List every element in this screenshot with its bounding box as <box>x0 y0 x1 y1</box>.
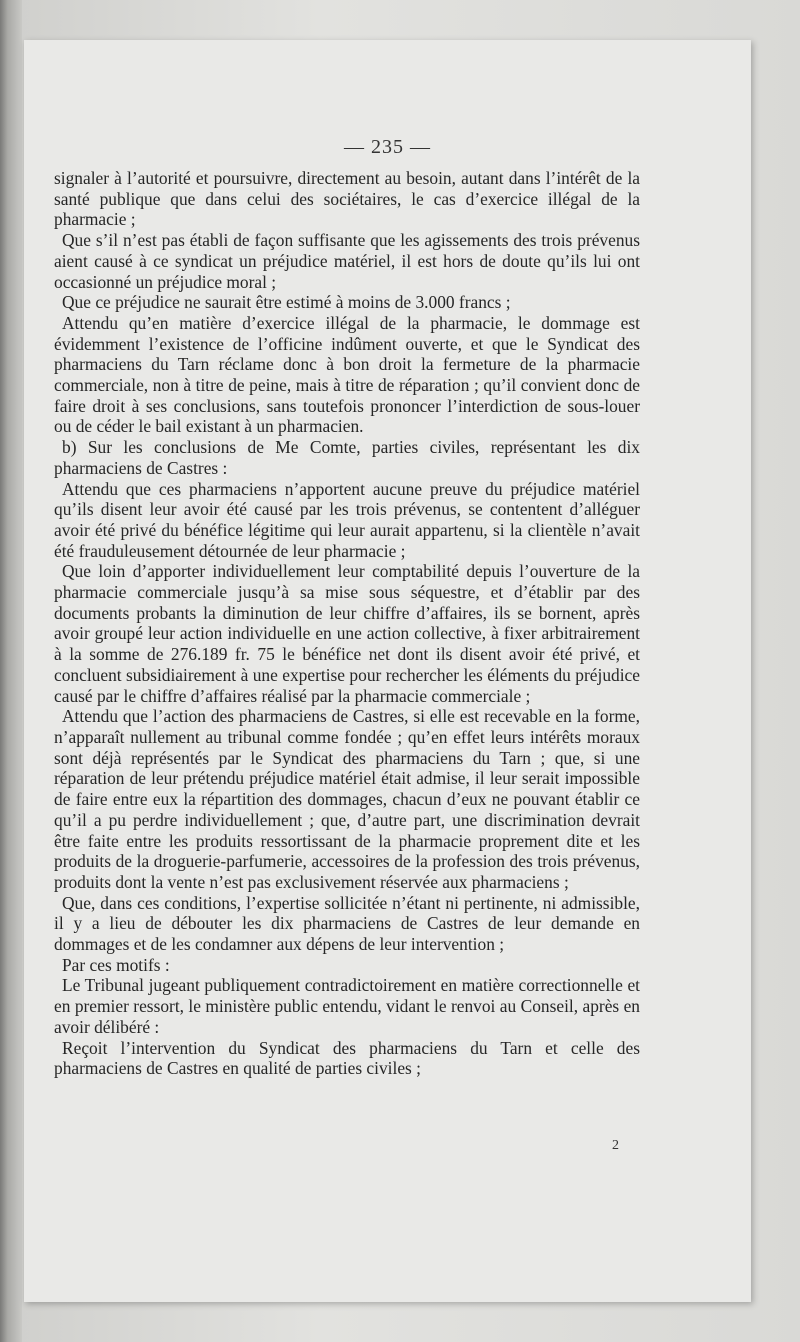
paragraph: signaler à l’autorité et poursuivre, directement au besoin, autant dans l’intérêt de la santé publique que dans celui des sociétaires, le cas d’exercice illégal de la pharmacie ; <box>54 168 640 230</box>
body-text <box>54 168 640 1079</box>
paragraph: Que, dans ces conditions, l’expertise sollicitée n’étant ni pertinente, ni admissible, il y a lieu de débouter les dix pharmaciens de Castres de leur demande en dommages et de les condamner aux dépens de leur intervention ; <box>54 892 640 955</box>
document-page <box>24 40 751 1302</box>
paragraph: Que loin d’apporter individuellement leur comptabilité depuis l’ouverture de la pharmacie commerciale jusqu’à sa mise sous séquestre, et d’établir par des documents probants la diminution de leur chiffre d’affaires, ils se bornent, après avoir groupé leur action individuelle en une action collective, à fixer arbitrairement à la somme de 276.189 fr. 75 le bénéfice net dont ils disent avoir été privé, et concluent subsidiairement à une expertise pour rechercher les éléments du préjudice causé par le chiffre d’affaires réalisé par la pharmacie commerciale ; <box>54 561 640 706</box>
paragraph: Attendu que ces pharmaciens n’apportent aucune preuve du préjudice matériel qu’ils disent leur avoir été causé par les trois prévenus, se contentent d’alléguer avoir été privé du bénéfice légitime qui leur aurait appartenu, si la clientèle n’avait été frauduleusement détournée de leur pharmacie ; <box>54 478 640 561</box>
paragraph: Par ces motifs : <box>62 954 170 975</box>
page-number: — 235 — <box>344 136 431 158</box>
paragraph: Que s’il n’est pas établi de façon suffisante que les agissements des trois prévenus aient causé à ce syndicat un préjudice matériel, il est hors de doute qu’ils lui ont occasionné un préjudice moral ; <box>54 230 640 292</box>
paragraph: Que ce préjudice ne saurait être estimé à moins de 3.000 francs ; <box>62 292 511 313</box>
paragraph: Attendu que l’action des pharmaciens de Castres, si elle est recevable en la forme, n’apparaît nullement au tribunal comme fondée ; qu’en effet leurs intérêts moraux sont déjà représentés par le Syndicat des pharmaciens du Tarn ; que, si une réparation de leur prétendu préjudice matériel était admise, il leur serait impossible de faire entre eux la répartition des dommages, chacun d’eux ne pouvant établir ce qu’il a pu perdre individuellement ; que, d’autre part, une discrimination devrait être faite entre les produits ressortissant de la pharmacie proprement dite et les produits de la droguerie-parfumerie, accessoires de la profession des trois prévenus, produits dont la vente n’est pas exclusivement réservée aux pharmaciens ; <box>54 706 640 892</box>
paragraph: Attendu qu’en matière d’exercice illégal de la pharmacie, le dommage est évidemment l’existence de l’officine indûment ouverte, et que le Syndicat des pharmaciens du Tarn réclame donc à bon droit la fermeture de la pharmacie commerciale, non à titre de peine, mais à titre de réparation ; qu’il convient donc de faire droit à ses conclusions, sans toutefois prononcer l’interdiction de sous-louer ou de céder le bail existant à un pharmacien. <box>54 312 640 437</box>
paragraph: b) Sur les conclusions de Me Comte, parties civiles, représentant les dix pharmaciens de Castres : <box>54 437 640 478</box>
paragraph: Reçoit l’intervention du Syndicat des pharmaciens du Tarn et celle des pharmaciens de Castres en qualité de parties civiles ; <box>54 1037 640 1079</box>
book-spine-edge <box>0 0 22 1342</box>
paragraph: Le Tribunal jugeant publiquement contradictoirement en matière correctionnelle et en premier ressort, le ministère public entendu, vidant le renvoi au Conseil, après en avoir délibéré : <box>54 975 640 1037</box>
signature-mark: 2 <box>612 1138 619 1153</box>
